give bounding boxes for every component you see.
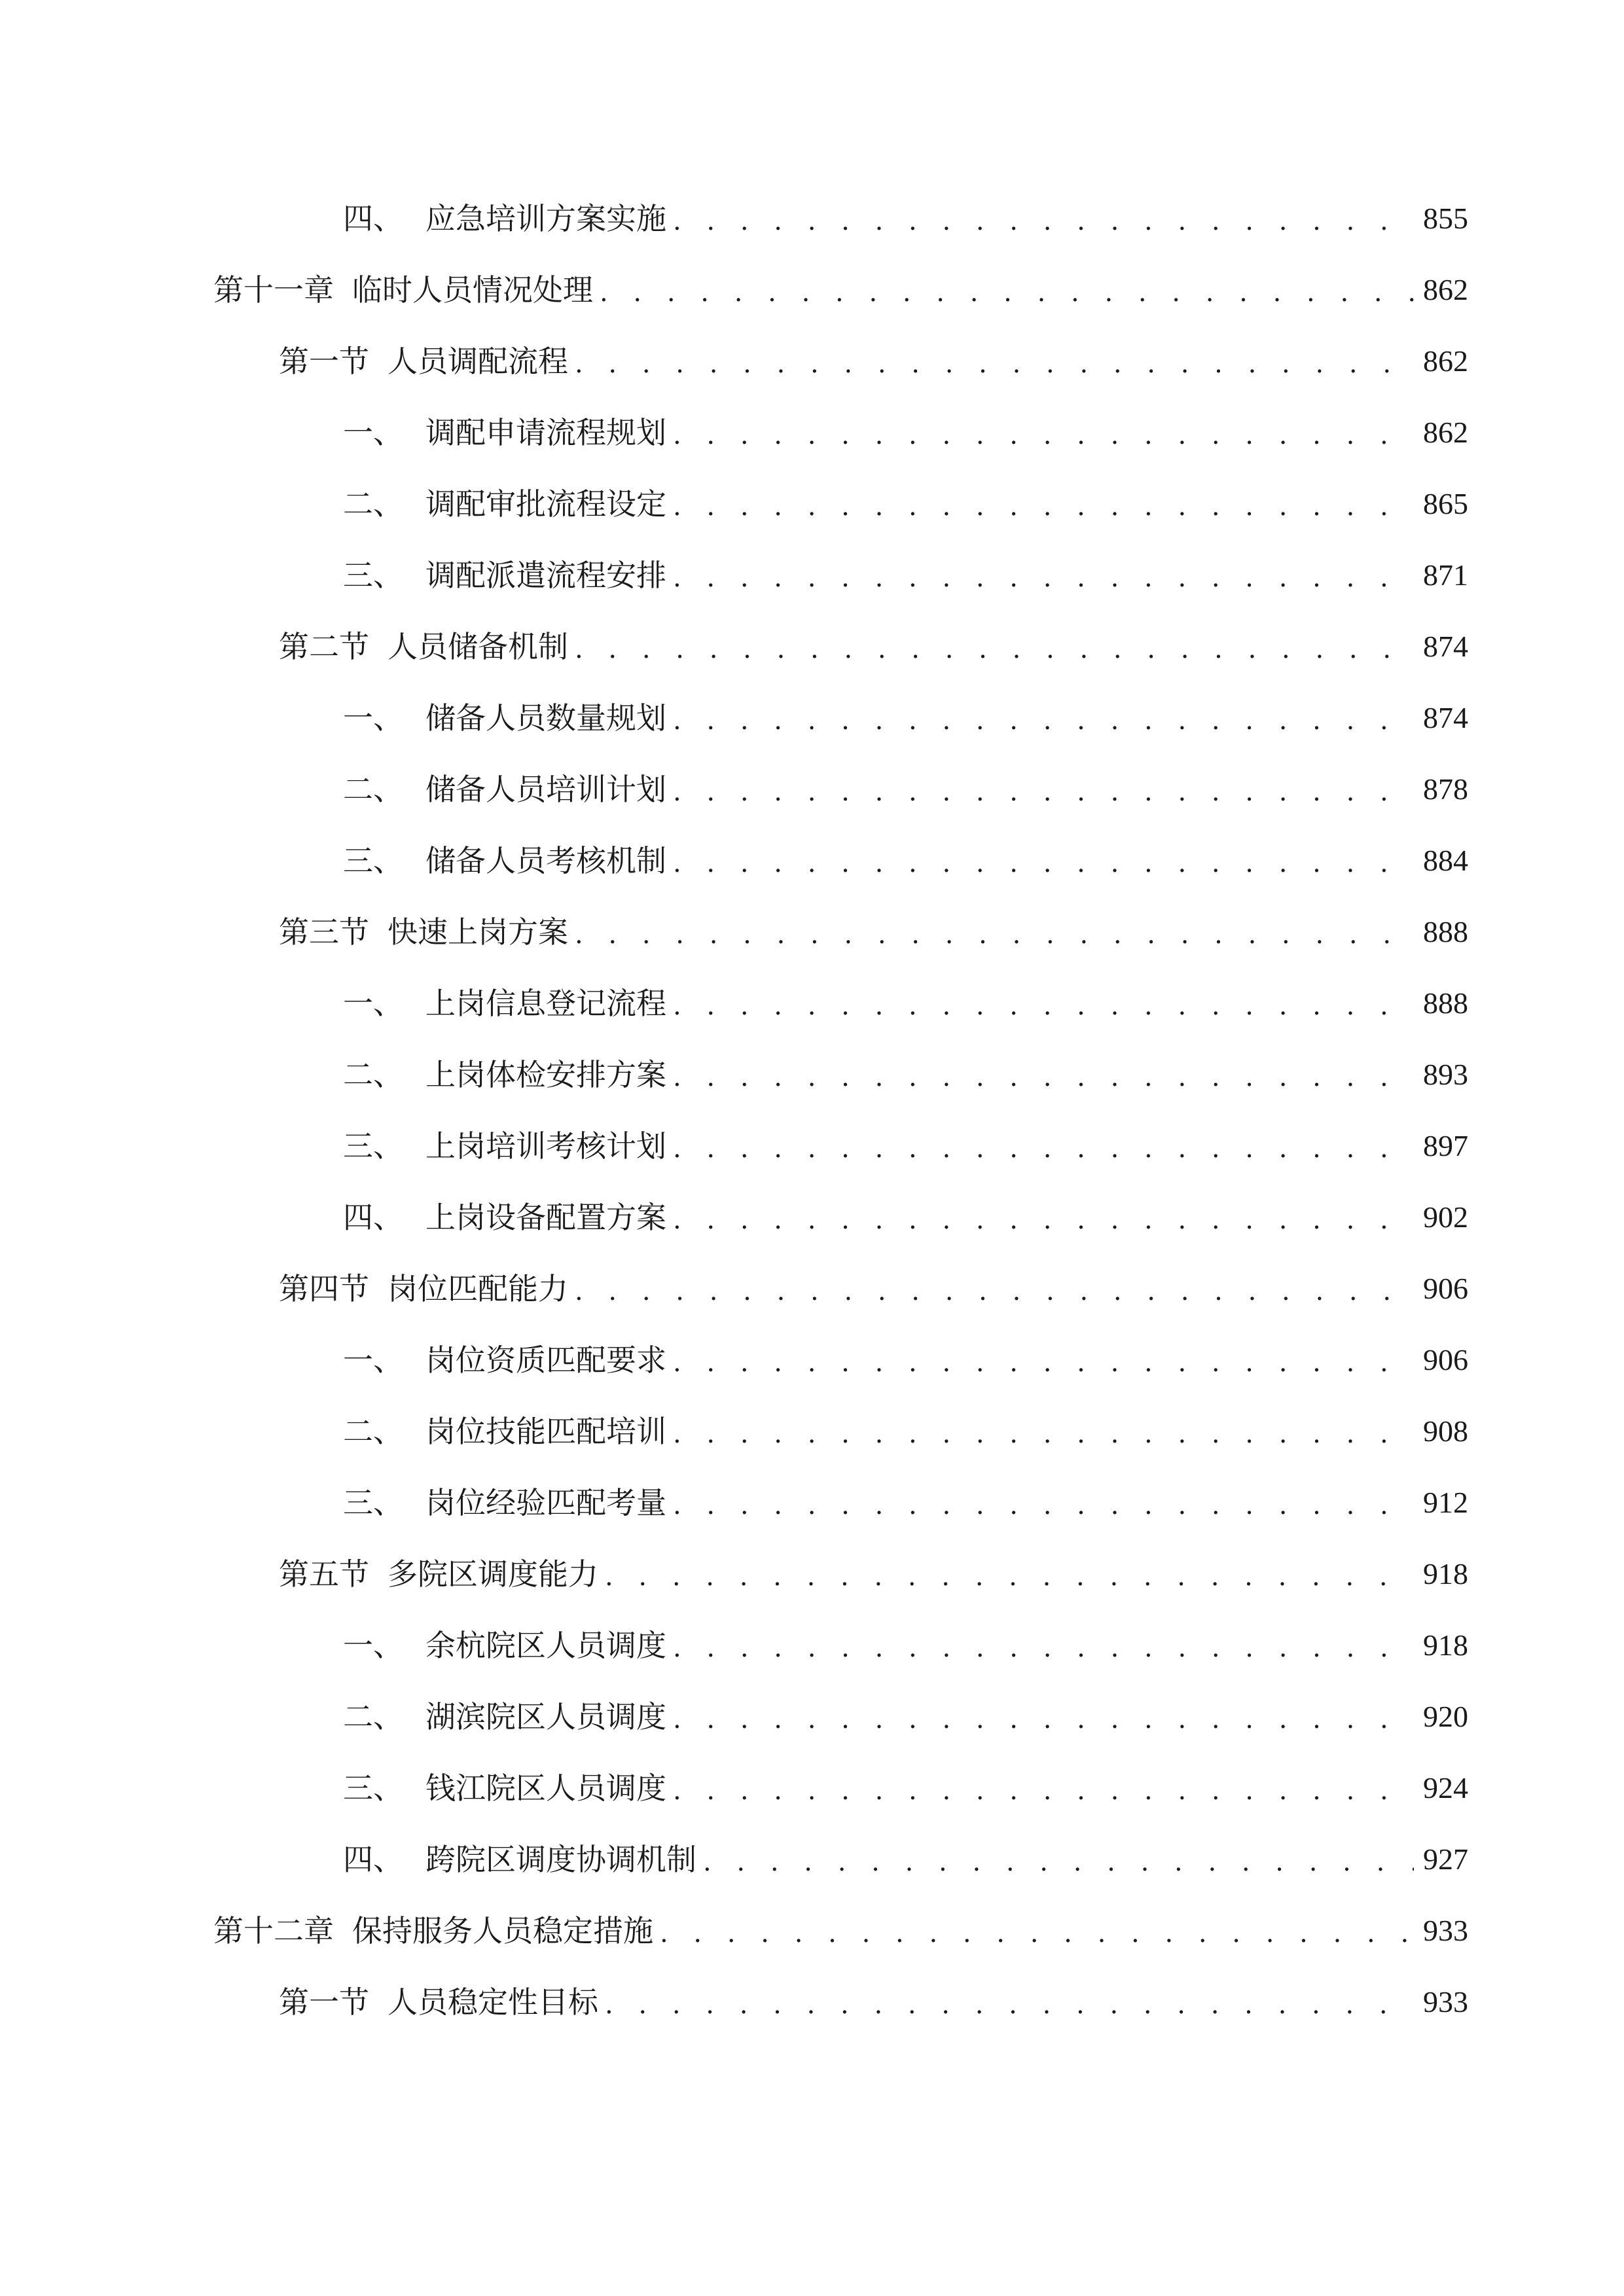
toc-entry-page-number: 888 bbox=[1423, 986, 1468, 1020]
toc-entry-page-number: 902 bbox=[1423, 1200, 1468, 1234]
dot-leader bbox=[673, 850, 1414, 876]
toc-entry[interactable] bbox=[343, 689, 1468, 747]
dot-leader bbox=[605, 1992, 1414, 2018]
toc-entry-title: 岗位资质匹配要求 bbox=[425, 1342, 666, 1378]
toc-entry-title: 调配审批流程设定 bbox=[425, 486, 666, 522]
dot-leader bbox=[673, 1350, 1414, 1376]
dot-leader bbox=[673, 493, 1414, 520]
dot-leader bbox=[673, 993, 1414, 1019]
toc-entry-title: 储备人员培训计划 bbox=[425, 772, 666, 807]
toc-entry[interactable] bbox=[343, 974, 1468, 1033]
dot-leader bbox=[660, 1920, 1414, 1946]
toc-entry-title: 人员调配流程 bbox=[388, 344, 568, 379]
toc-entry[interactable] bbox=[279, 1545, 1468, 1604]
toc-entry[interactable] bbox=[213, 1901, 1468, 1960]
toc-entry[interactable] bbox=[343, 760, 1468, 819]
toc-entry-page-number: 908 bbox=[1423, 1414, 1468, 1448]
dot-leader bbox=[673, 1635, 1414, 1661]
toc-entry-title: 储备人员数量规划 bbox=[425, 700, 666, 736]
dot-leader bbox=[673, 422, 1414, 448]
dot-leader bbox=[673, 1778, 1414, 1804]
toc-entry-title: 岗位匹配能力 bbox=[388, 1271, 568, 1306]
toc-entry[interactable] bbox=[343, 1616, 1468, 1675]
dot-leader bbox=[600, 279, 1414, 306]
toc-entry-title: 上岗体检安排方案 bbox=[425, 1057, 666, 1092]
toc-entry-page-number: 933 bbox=[1423, 1985, 1468, 2018]
toc-entry-page-number: 927 bbox=[1423, 1842, 1468, 1876]
toc-entry-title: 人员储备机制 bbox=[388, 629, 568, 664]
toc-entry[interactable] bbox=[343, 189, 1468, 248]
toc-entry-marker: 第十一章 bbox=[213, 272, 334, 308]
toc-entry-marker: 第一节 bbox=[279, 1984, 369, 2020]
toc-entry-marker: 第三节 bbox=[279, 914, 369, 950]
toc-entry-title: 调配派遣流程安排 bbox=[425, 558, 666, 593]
toc-entry-page-number: 874 bbox=[1423, 701, 1468, 734]
toc-entry[interactable] bbox=[343, 831, 1468, 890]
toc-entry-marker: 二、 bbox=[343, 1057, 403, 1092]
toc-entry-page-number: 862 bbox=[1423, 344, 1468, 378]
toc-entry-marker: 第二节 bbox=[279, 629, 369, 664]
toc-entry-page-number: 897 bbox=[1423, 1129, 1468, 1162]
dot-leader bbox=[575, 1278, 1414, 1304]
dot-leader bbox=[673, 1207, 1414, 1233]
toc-entry[interactable] bbox=[343, 475, 1468, 533]
toc-entry[interactable] bbox=[343, 1331, 1468, 1390]
toc-entry-page-number: 918 bbox=[1423, 1628, 1468, 1662]
toc-entry-page-number: 865 bbox=[1423, 487, 1468, 520]
dot-leader bbox=[673, 708, 1414, 734]
dot-leader bbox=[673, 779, 1414, 805]
toc-entry-page-number: 862 bbox=[1423, 273, 1468, 306]
toc-entry-title: 多院区调度能力 bbox=[388, 1556, 598, 1592]
toc-entry-page-number: 878 bbox=[1423, 772, 1468, 806]
toc-entry-marker: 二、 bbox=[343, 1414, 403, 1449]
toc-entry-title: 调配申请流程规划 bbox=[425, 415, 666, 450]
toc-entry-marker: 四、 bbox=[343, 1200, 403, 1235]
dot-leader bbox=[575, 351, 1414, 377]
toc-entry[interactable] bbox=[343, 1759, 1468, 1818]
toc-entry-marker: 一、 bbox=[343, 700, 403, 736]
toc-entry-marker: 三、 bbox=[343, 1770, 403, 1806]
toc-entry-title: 保持服务人员稳定措施 bbox=[352, 1913, 653, 1948]
toc-entry-marker: 第十二章 bbox=[213, 1913, 334, 1948]
toc-entry-title: 上岗设备配置方案 bbox=[425, 1200, 666, 1235]
dot-leader bbox=[673, 1064, 1414, 1090]
dot-leader bbox=[673, 1706, 1414, 1732]
dot-leader bbox=[673, 1136, 1414, 1162]
toc-entry-page-number: 874 bbox=[1423, 630, 1468, 663]
toc-entry-title: 上岗培训考核计划 bbox=[425, 1128, 666, 1164]
toc-entry-marker: 第四节 bbox=[279, 1271, 369, 1306]
toc-entry-page-number: 888 bbox=[1423, 915, 1468, 948]
toc-entry-title: 上岗信息登记流程 bbox=[425, 986, 666, 1021]
dot-leader bbox=[605, 1564, 1414, 1590]
toc-entry-page-number: 855 bbox=[1423, 202, 1468, 235]
toc-entry-title: 岗位技能匹配培训 bbox=[425, 1414, 666, 1449]
dot-leader bbox=[575, 922, 1414, 948]
toc-entry-marker: 四、 bbox=[343, 201, 403, 236]
toc-entry-page-number: 906 bbox=[1423, 1343, 1468, 1376]
toc-entry-page-number: 912 bbox=[1423, 1486, 1468, 1519]
toc-entry[interactable] bbox=[343, 1473, 1468, 1532]
toc-entry-marker: 一、 bbox=[343, 1342, 403, 1378]
dot-leader bbox=[703, 1849, 1414, 1875]
toc-entry-title: 钱江院区人员调度 bbox=[425, 1770, 666, 1806]
toc-entry-marker: 一、 bbox=[343, 1628, 403, 1663]
toc-entry-page-number: 871 bbox=[1423, 558, 1468, 592]
toc-entry[interactable] bbox=[343, 1045, 1468, 1104]
toc-entry-title: 快速上岗方案 bbox=[388, 914, 568, 950]
toc-entry-title: 湖滨院区人员调度 bbox=[425, 1699, 666, 1734]
toc-entry-marker: 四、 bbox=[343, 1842, 403, 1877]
toc-entry[interactable] bbox=[213, 260, 1468, 319]
toc-entry[interactable] bbox=[343, 1830, 1468, 1889]
toc-entry-marker: 一、 bbox=[343, 415, 403, 450]
toc-entry-page-number: 862 bbox=[1423, 416, 1468, 449]
toc-entry-marker: 三、 bbox=[343, 1128, 403, 1164]
toc-entry[interactable] bbox=[343, 1117, 1468, 1175]
toc-entry-title: 余杭院区人员调度 bbox=[425, 1628, 666, 1663]
toc-entry-marker: 二、 bbox=[343, 1699, 403, 1734]
toc-entry[interactable] bbox=[343, 403, 1468, 462]
toc-entry-marker: 三、 bbox=[343, 1485, 403, 1520]
toc-entry-marker: 三、 bbox=[343, 558, 403, 593]
toc-entry-page-number: 924 bbox=[1423, 1771, 1468, 1804]
toc-entry-title: 应急培训方案实施 bbox=[425, 201, 666, 236]
toc-entry-marker: 二、 bbox=[343, 772, 403, 807]
toc-entry[interactable] bbox=[343, 546, 1468, 605]
toc-entry-title: 储备人员考核机制 bbox=[425, 843, 666, 878]
toc-entry[interactable] bbox=[279, 332, 1468, 391]
toc-entry-page-number: 918 bbox=[1423, 1557, 1468, 1590]
toc-entry-title: 岗位经验匹配考量 bbox=[425, 1485, 666, 1520]
toc-entry-title: 临时人员情况处理 bbox=[352, 272, 593, 308]
toc-entry[interactable] bbox=[279, 903, 1468, 961]
toc-entry-page-number: 893 bbox=[1423, 1058, 1468, 1091]
dot-leader bbox=[673, 1421, 1414, 1447]
toc-entry-page-number: 920 bbox=[1423, 1700, 1468, 1733]
toc-entry[interactable] bbox=[343, 1687, 1468, 1746]
toc-entry-marker: 第一节 bbox=[279, 344, 369, 379]
toc-entry[interactable] bbox=[279, 1259, 1468, 1318]
toc-entry-page-number: 933 bbox=[1423, 1914, 1468, 1947]
toc-entry[interactable] bbox=[279, 1973, 1468, 2032]
dot-leader bbox=[673, 208, 1414, 234]
toc-entry-title: 人员稳定性目标 bbox=[388, 1984, 598, 2020]
toc-entry-marker: 三、 bbox=[343, 843, 403, 878]
toc-entry[interactable] bbox=[279, 617, 1468, 676]
toc-entry-marker: 一、 bbox=[343, 986, 403, 1021]
toc-entry[interactable] bbox=[343, 1188, 1468, 1247]
dot-leader bbox=[575, 636, 1414, 662]
toc-entry-marker: 二、 bbox=[343, 486, 403, 522]
dot-leader bbox=[673, 565, 1414, 591]
toc-entry-page-number: 906 bbox=[1423, 1272, 1468, 1305]
toc-entry-page-number: 884 bbox=[1423, 844, 1468, 877]
toc-entry-marker: 第五节 bbox=[279, 1556, 369, 1592]
toc-entry-title: 跨院区调度协调机制 bbox=[425, 1842, 696, 1877]
dot-leader bbox=[673, 1492, 1414, 1518]
toc-entry[interactable] bbox=[343, 1402, 1468, 1461]
